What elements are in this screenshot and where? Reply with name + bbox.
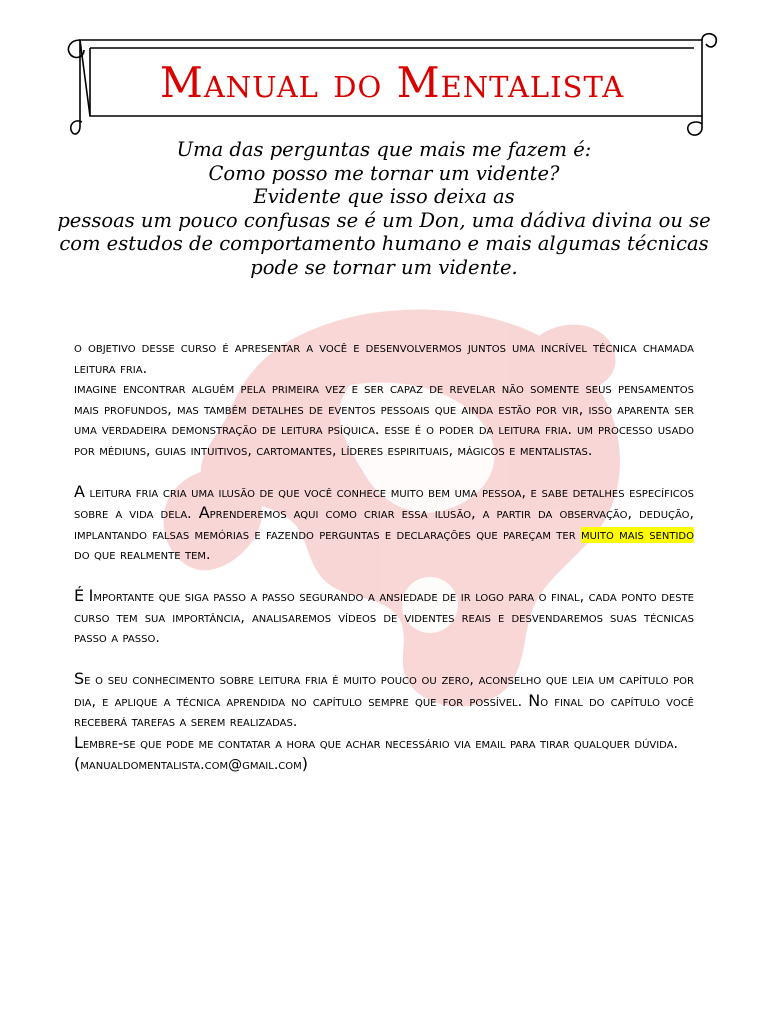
paragraph-objective: o objetivo desse curso é apresentar a você e desenvolvermos juntos uma incrível técnica chamada leitura fria. — [74, 340, 694, 377]
intro-line: com estudos de comportamento humano e mais algumas técnicas — [59, 232, 709, 255]
title-banner — [62, 28, 722, 140]
intro-text — [10, 138, 758, 279]
paragraph-illusion: A leitura fria cria uma ilusão de que você conhece muito bem uma pessoa, e sabe detalhes específicos sobre a vida dela. Aprenderemos aqui como criar essa ilusão, a partir da observação, dedução, implantando falsas memórias e fazendo perguntas e declarações que pareçam ter muito mais sentido do que realmente tem. — [74, 481, 694, 563]
highlighted-text: muito mais sentido — [580, 526, 694, 543]
intro-line: Uma das perguntas que mais me fazem é: — [176, 138, 592, 161]
page-title: Manual do Mentalista — [159, 58, 625, 107]
paragraph-knowledge: Se o seu conhecimento sobre leitura fria é muito pouco ou zero, aconselho que leia um capítulo por dia, e aplique a técnica aprendida no capítulo sempre que for possível. No final do capítulo você receberá tarefas a serem realizadas. — [74, 669, 694, 730]
contact-email[interactable]: manualdomentalista.com@gmail.com — [80, 757, 302, 773]
paragraph-important: É Importante que siga passo a passo segurando a ansiedade de ir logo para o final, cada ponto deste curso tem sua importância, analisaremos vídeos de videntes reais e desvendaremos suas técnicas passo a passo. — [74, 586, 694, 646]
intro-line: pode se tornar um vidente. — [250, 255, 518, 279]
paragraph-imagine: imagine encontrar alguém pela primeira vez e ser capaz de revelar não somente seus pensamentos mais profundos, mas também detalhes de eventos pessoais que ainda estão por vir, isso aparenta ser uma verdadeira demonstração de leitura psíquica. esse é o poder da leitura fria. um processo usado por médiuns, guias intuitivos, cartomantes, líderes espirituais, mágicos e mentalistas. — [74, 381, 694, 459]
intro-line: pessoas um pouco confusas se é um Don, uma dádiva divina ou se — [57, 208, 711, 232]
intro-line: Como posso me tornar um vidente? — [208, 161, 560, 185]
intro-line: Evidente que isso deixa as — [253, 185, 515, 208]
body-text — [74, 338, 694, 776]
paragraph-contact: Lembre-se que pode me contatar a hora que achar necessário via email para tirar qualquer dúvida. (manualdomentalista.com@gmail.com) — [74, 732, 678, 773]
